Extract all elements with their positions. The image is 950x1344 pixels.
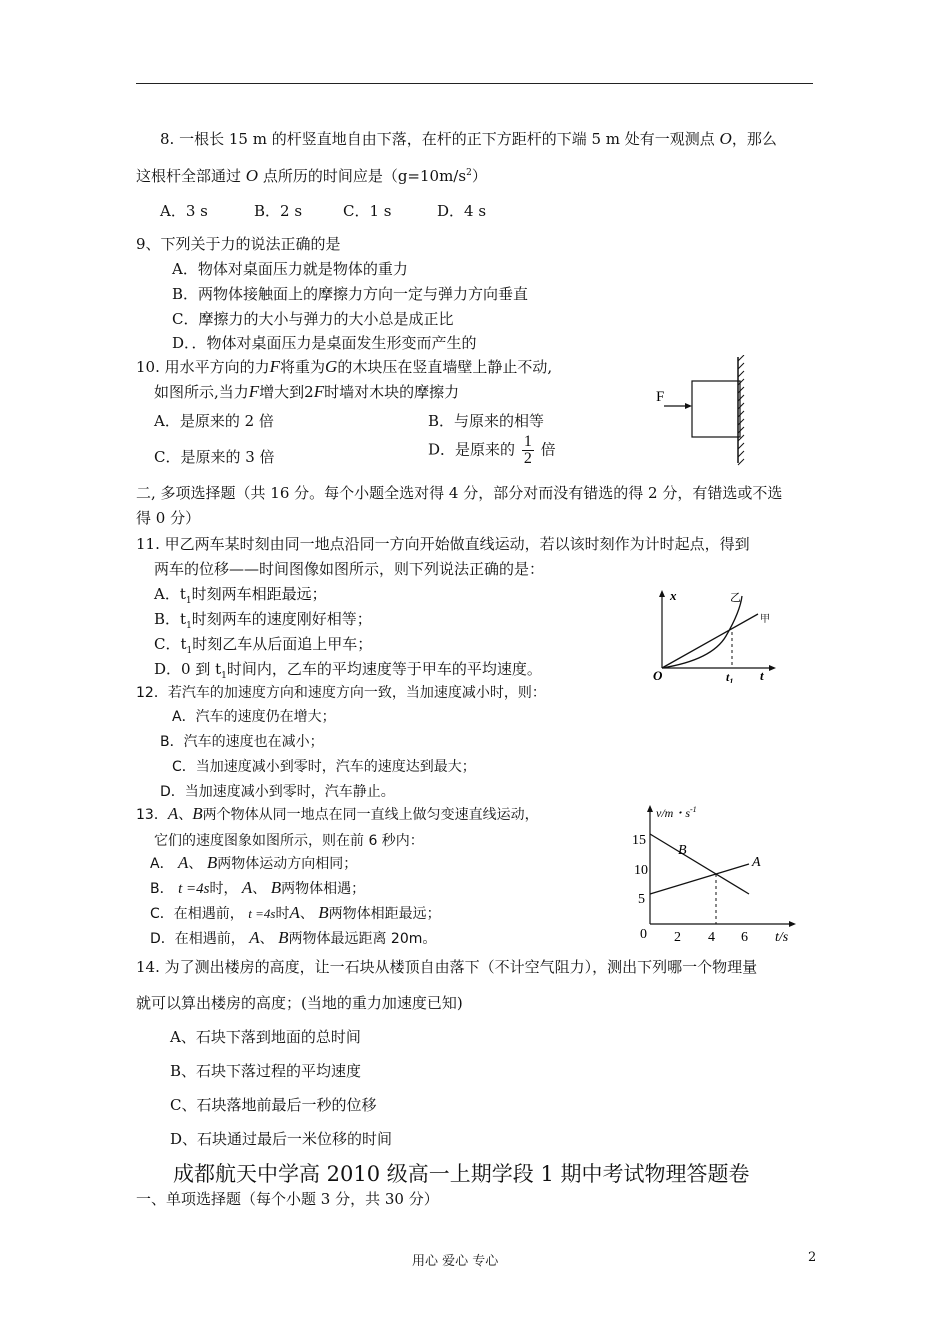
t1-label: [726, 670, 733, 683]
q8-sup: 2: [466, 168, 472, 178]
q11-graph: [650, 588, 780, 683]
q13-a-A: A: [178, 853, 189, 872]
q11-c-text: C．t: [154, 635, 187, 653]
vt-v-arrow: [647, 805, 653, 812]
q11-stem-line2: 两车的位移——时间图像如图所示，则下列说法正确的是：: [154, 560, 545, 578]
q13-a-text: 两物体运动方向相同；: [217, 856, 358, 872]
q12-option-d: D．当加速度减小到零时，汽车静止。: [160, 784, 395, 800]
q11-option-b: [154, 608, 372, 631]
section2-heading-cont: 得 0 分）: [136, 509, 201, 527]
q13-c-t: t =4s: [248, 906, 276, 921]
q13-b-sep: 、: [252, 881, 267, 897]
q13-line2: 它们的速度图象如图所示，则在前 6 秒内：: [154, 833, 424, 849]
q11-d-text2: 时间内，乙车的平均速度等于甲车的平均速度。: [226, 660, 542, 678]
q11-option-a: [154, 583, 327, 606]
q13-a-sep: 、: [188, 856, 203, 872]
q13-d-label: D．在相遇前，: [150, 931, 245, 947]
origin-label: O: [653, 668, 663, 683]
q8-line2: [136, 165, 487, 186]
q8-text3: 点所历的时间应是（g=10m/s: [258, 167, 467, 185]
answer-section1-heading: 一、单项选择题（每个小题 3 分，共 30 分）: [136, 1190, 439, 1208]
q13-c-sep: 、: [299, 906, 314, 922]
q10-fraction: [522, 434, 534, 467]
q10-text6: 时墙对木块的摩擦力: [324, 383, 460, 401]
q11-a-sub: 1: [185, 596, 192, 606]
q10-option-a: A．是原来的 2 倍: [154, 412, 274, 430]
vt-label-B: B: [678, 843, 687, 858]
q11-b-text: B．t: [154, 610, 187, 628]
q10-option-c: C．是原来的 3 倍: [154, 448, 275, 466]
force-label: F: [656, 389, 665, 405]
jia-label: 甲: [760, 614, 770, 625]
q11-c-text2: 时刻乙车从后面追上甲车；: [192, 635, 373, 653]
q9-option-b: B．两物体接触面上的摩擦力方向一定与弹力方向垂直: [172, 285, 529, 303]
vt-y-label-sup: -1: [690, 805, 697, 814]
q10-line1: [136, 356, 552, 377]
q8-text2: 这根杆全部通过: [136, 167, 246, 185]
q10-figure: [650, 355, 745, 467]
q13-b-label: B．: [150, 881, 174, 897]
vt-x-label: t/s: [775, 930, 789, 945]
q12-option-a: A．汽车的速度仍在增大；: [172, 709, 336, 725]
footer-slogan: 用心 爱心 专心: [412, 1254, 499, 1269]
vt-y-label-main: v/m・s: [656, 806, 690, 820]
q13-num: 13．: [136, 807, 168, 823]
page-number: 2: [808, 1250, 817, 1265]
q11-b-sub: 1: [186, 621, 192, 631]
q14-option-c: C、石块落地前最后一秒的位移: [170, 1096, 377, 1114]
vt-y-label: [656, 805, 697, 820]
q13-option-d: [150, 928, 436, 948]
q13-c-text2: 两物体相距最远；: [328, 906, 441, 922]
q13-b-A: A: [241, 878, 253, 897]
q9-option-a: A．物体对桌面压力就是物体的重力: [172, 260, 408, 278]
q13-a-B: B: [206, 853, 218, 872]
vt-ytick-10: 10: [634, 863, 648, 878]
q8-option-c: C．1 s: [343, 202, 392, 220]
q14-option-b: B、石块下落过程的平均速度: [170, 1062, 362, 1080]
t-axis-label: t: [760, 668, 764, 683]
q9-option-c: C．摩擦力的大小与弹力的大小总是成正比: [172, 310, 454, 328]
q10-text1: 10. 用水平方向的力: [136, 358, 270, 376]
q10-F: F: [269, 357, 281, 376]
q11-d-text: D．0 到 t: [154, 660, 222, 678]
yi-curve: [662, 596, 742, 668]
q11-a-text: A．t: [154, 585, 186, 603]
wall-hatching: [738, 355, 744, 465]
series-A-line: [650, 864, 749, 894]
q8-option-a: A．3 s: [160, 202, 208, 220]
q10-text4: 如图所示,当力: [154, 383, 249, 401]
vt-t-arrow: [789, 921, 796, 927]
q13-d-sep: 、: [259, 931, 274, 947]
q13-option-a: [150, 853, 357, 873]
frac-denominator: 2: [523, 450, 532, 467]
t1-main: t: [726, 670, 730, 683]
q13-option-b: [150, 878, 365, 898]
header-rule: [136, 83, 813, 84]
q10-F3: F: [313, 382, 325, 401]
q8-option-d: D．4 s: [437, 202, 487, 220]
vt-xtick-6: 6: [741, 930, 748, 945]
q11-stem-line1: 11. 甲乙两车某时刻由同一地点沿同一方向开始做直线运动，若以该时刻作为计时起点，得到: [136, 535, 750, 553]
q11-option-d: [154, 658, 542, 681]
vt-label-A: A: [752, 855, 761, 870]
q8-text-end: ，那么: [731, 130, 777, 148]
q13-option-c: [150, 903, 441, 923]
q12-option-c: C．当加速度减小到零时，汽车的速度达到最大；: [172, 759, 476, 775]
q13-b-text1: 时，: [209, 881, 238, 897]
q13-a-label: A．: [150, 856, 174, 872]
q13-A: A: [167, 804, 179, 823]
q8-line1: [160, 128, 777, 149]
q13-c-A: A: [289, 903, 300, 922]
vt-ytick-5: 5: [638, 892, 645, 907]
q13-line1: [136, 804, 539, 824]
q10-text5: 增大到2: [259, 383, 314, 401]
q8-option-b: B．2 s: [254, 202, 303, 220]
x-axis-label: x: [670, 588, 677, 603]
answer-sheet-title: 成都航天中学高 2010 级高一上期学段 1 期中考试物理答题卷: [173, 1162, 750, 1186]
q10-option-b: B．与原来的相等: [428, 412, 545, 430]
t-axis-arrow: [769, 665, 776, 671]
yi-label: 乙: [730, 592, 741, 604]
q10-F2: F: [248, 382, 260, 401]
q10-option-d: [428, 434, 556, 467]
force-arrowhead: [685, 403, 692, 409]
jia-line: [662, 614, 758, 668]
q14-stem-line1: 14. 为了测出楼房的高度，让一石块从楼顶自由落下（不计空气阻力），测出下列哪一个物理量: [136, 958, 758, 976]
q13-b-t: t =4s: [178, 881, 210, 897]
q13-sep: 、: [178, 807, 193, 823]
q10-line2: [154, 381, 459, 402]
q13-c-text1: 时: [275, 906, 290, 922]
t1-sub: 1: [729, 677, 734, 683]
q13-b-text2: 两物体相遇；: [281, 881, 366, 897]
q11-c-sub: 1: [186, 646, 193, 656]
q13-d-B: B: [278, 928, 289, 947]
q11-option-c: [154, 633, 372, 656]
q13-c-label: C．在相遇前，: [150, 906, 244, 922]
q10-G: G: [325, 357, 338, 376]
q8-text: 8. 一根长 15 m 的杆竖直地自由下落，在杆的正下方距杆的下端 5 m 处有一观测点: [160, 130, 720, 148]
vt-xtick-2: 2: [674, 930, 681, 945]
vt-origin: 0: [640, 927, 647, 942]
x-axis-arrow: [659, 590, 665, 597]
q14-option-a: A、石块下落到地面的总时间: [170, 1028, 361, 1046]
q13-graph: [628, 800, 800, 946]
q9-stem: 9、下列关于力的说法正确的是: [136, 235, 341, 253]
q8-point2: O: [245, 166, 259, 185]
q8-text4: ）: [471, 167, 487, 185]
q13-c-B: B: [318, 903, 329, 922]
block: [692, 381, 740, 437]
series-B-line: [650, 834, 749, 894]
q9-option-d: D．．物体对桌面压力是桌面发生形变而产生的: [172, 334, 477, 352]
frac-numerator: 1: [523, 433, 532, 450]
q13-B: B: [192, 804, 203, 823]
q11-d-sub: 1: [221, 671, 227, 681]
q12-stem: 12．若汽车的加速度方向和速度方向一致，当加速度减小时，则：: [136, 685, 546, 701]
q13-b-B: B: [270, 878, 282, 897]
q10-optd-unit: 倍: [540, 440, 556, 459]
vt-xtick-4: 4: [708, 930, 715, 945]
q10-text2: 将重为: [280, 358, 326, 376]
q8-point: O: [719, 129, 732, 148]
q12-option-b: B．汽车的速度也在减小；: [160, 734, 324, 750]
q11-b-text2: 时刻两车的速度刚好相等；: [191, 610, 372, 628]
section2-heading: 二, 多项选择题（共 16 分。每个小题全选对得 4 分，部分对而没有错选的得 2 分，有错选或不选: [136, 484, 783, 502]
q10-text3: 的木块压在竖直墙壁上静止不动,: [337, 358, 553, 376]
q11-a-text2: 时刻两车相距最远；: [191, 585, 327, 603]
q13-d-A: A: [249, 928, 260, 947]
q14-option-d: D、石块通过最后一米位移的时间: [170, 1130, 393, 1148]
q10-optd-text: D．是原来的: [428, 440, 516, 459]
q14-stem-line2: 就可以算出楼房的高度；(当地的重力加速度已知): [136, 994, 463, 1012]
q13-text: 两个物体从同一地点在同一直线上做匀变速直线运动，: [202, 807, 539, 823]
q13-d-text: 两物体最远距离 20m。: [288, 931, 437, 947]
vt-ytick-15: 15: [632, 833, 646, 848]
